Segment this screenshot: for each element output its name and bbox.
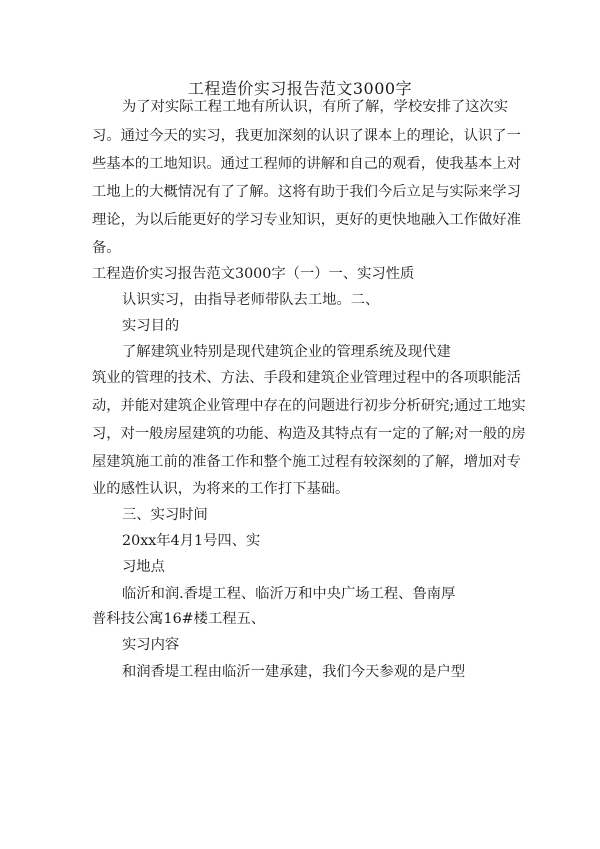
intro-line-2: 习。通过今天的实习，我更加深刻的认识了课本上的理论，认识了一 xyxy=(92,128,521,144)
section5-heading: 实习内容 xyxy=(122,637,180,653)
intro-line-5: 理论，为以后能更好的学习专业知识，更好的更快地融入工作做好准 xyxy=(92,212,521,228)
section2-line-4: 习，对一般房屋建筑的功能、构造及其特点有一定的了解;对一般的房 xyxy=(92,426,526,442)
section2-heading: 实习目的 xyxy=(122,318,180,334)
intro-line-1: 为了对实际工程工地有所认识，有所了解，学校安排了这次实 xyxy=(122,99,509,115)
section2-line-6: 业的感性认识，为将来的工作打下基础。 xyxy=(92,481,350,497)
section1-body: 认识实习，由指导老师带队去工地。二、 xyxy=(122,292,380,308)
section3-heading: 三、实习时间 xyxy=(122,507,208,523)
section4-line-1: 临沂和润.香堤工程、临沂万和中央广场工程、鲁南厚 xyxy=(122,586,456,602)
section2-line-2: 筑业的管理的技术、方法、手段和建筑企业管理过程中的各项职能活 xyxy=(92,370,521,386)
intro-line-4: 工地上的大概情况有了了解。这将有助于我们今后立足与实际来学习 xyxy=(92,184,521,200)
section5-body: 和润香堤工程由临沂一建承建，我们今天参观的是户型 xyxy=(122,664,466,680)
section3-date: 20xx年4月1号四、实 xyxy=(122,533,261,549)
section4-line-2: 普科技公寓16#楼工程五、 xyxy=(92,611,266,627)
intro-line-6: 备。 xyxy=(92,240,121,256)
document-title: 工程造价实习报告范文3000字 xyxy=(187,79,413,98)
section4-heading: 习地点 xyxy=(122,559,165,575)
section2-line-3: 动，并能对建筑企业管理中存在的问题进行初步分析研究;通过工地实 xyxy=(92,398,526,414)
intro-line-3: 些基本的工地知识。通过工程师的讲解和自己的观看，使我基本上对 xyxy=(92,156,521,172)
section2-line-1: 了解建筑业特别是现代建筑企业的管理系统及现代建 xyxy=(122,344,451,360)
section1-heading: 工程造价实习报告范文3000字（一）一、实习性质 xyxy=(92,266,415,282)
section2-line-5: 屋建筑施工前的准备工作和整个施工过程有较深刻的了解，增加对专 xyxy=(92,454,521,470)
